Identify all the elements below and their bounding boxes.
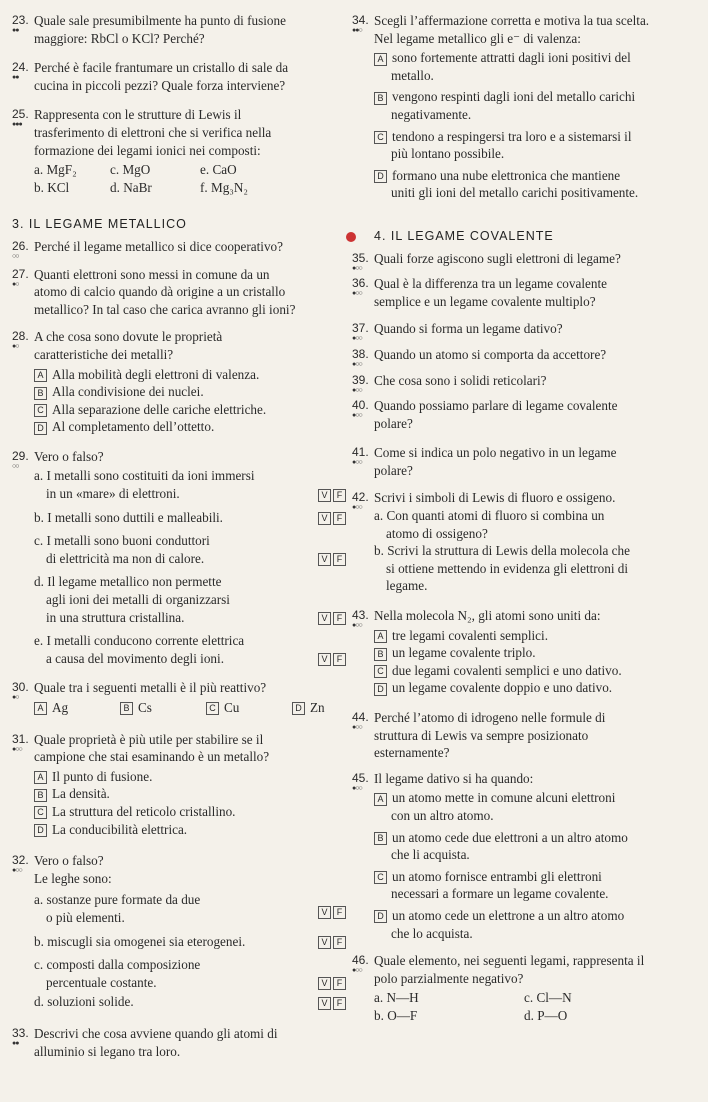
difficulty-dots: ●●	[12, 1038, 19, 1047]
true-false-item: c. composti dalla composizione percentuale costante. V F	[12, 956, 348, 991]
question-24: 24. ●● Perché è facile frantumare un cristallo di sale da cucina in piccoli pezzi? Quale forza interviene?	[12, 60, 289, 93]
section-heading-covalent: 4. IL LEGAME COVALENTE	[374, 228, 554, 243]
question-32: 32. ●○○ Vero o falso? Le leghe sono:	[12, 853, 112, 886]
question-44: 44. ●○○ Perché l’atomo di idrogeno nelle formule di struttura di Lewis va sempre posizionato esternamente?	[352, 710, 606, 761]
question-41: 41. ●○○ Come si indica un polo negativo in un legame polare?	[352, 445, 617, 478]
option-c[interactable]: C un atomo fornisce entrambi gli elettroni necessari a formare un legame covalente.	[352, 868, 700, 903]
true-box[interactable]: V	[318, 997, 331, 1010]
option-checkbox[interactable]: B	[34, 387, 47, 400]
difficulty-dots: ●○○	[352, 621, 362, 630]
question-23: 23. ●● Quale sale presumibilmente ha punto di fusione maggiore: RbCl o KCl? Perché?	[12, 13, 286, 46]
difficulty-dots: ●○○	[352, 458, 362, 467]
true-false-item: a. I metalli sono costituiti da ioni immersi in un «mare» di elettroni. V F	[12, 467, 348, 502]
true-false-item: c. I metalli sono buoni conduttori di elettricità ma non di calore. V F	[12, 532, 348, 567]
question-25: 25. ●●● Rappresenta con le strutture di Lewis il trasferimento di elettroni che si verifica nella formazione dei legami ionici nei composti:	[12, 107, 272, 158]
section-heading-metallic: 3. IL LEGAME METALLICO	[12, 217, 187, 232]
option-checkbox[interactable]: D	[34, 422, 47, 435]
option-a[interactable]: A tre legami covalenti semplici.	[352, 627, 700, 645]
option-d[interactable]: D La conducibilità elettrica.	[12, 821, 348, 839]
difficulty-dots: ●○○	[352, 411, 362, 420]
false-box[interactable]: F	[333, 489, 346, 502]
bond-list: a. N—H c. Cl—N b. O—F d. P—O	[374, 990, 572, 1023]
question-42: 42. ●○○ Scrivi i simboli di Lewis di fluoro e ossigeno. a. Con quanti atomi di fluoro si combina un atomo di ossigeno? b. Scrivi la struttura di Lewis della molecola che si ottiene mettendo in evidenza gli elettroni di legame.	[352, 490, 630, 594]
difficulty-dots: ○○	[12, 251, 19, 260]
true-false-item: e. I metalli conducono corrente elettrica a causa del movimento degli ioni. V F	[12, 632, 348, 667]
question-38: 38. ●○○ Quando un atomo si comporta da accettore?	[352, 346, 607, 368]
difficulty-dots: ●●	[12, 26, 19, 34]
difficulty-dots: ●○○	[12, 744, 22, 753]
difficulty-dots: ●○○	[352, 359, 362, 368]
true-false-boxes[interactable]	[318, 550, 348, 568]
true-false-boxes[interactable]	[318, 974, 348, 992]
question-45: 45. ●○○ Il legame dativo si ha quando:	[352, 770, 534, 792]
difficulty-dots: ●○	[12, 693, 19, 702]
left-column	[12, 0, 348, 1062]
difficulty-dots: ●○○	[352, 289, 362, 298]
option-checkbox[interactable]: C	[34, 404, 47, 417]
option-b[interactable]: B Cs	[120, 699, 206, 717]
difficulty-dots: ●●	[12, 73, 19, 82]
question-29: 29. ○○ Vero o falso?	[12, 448, 104, 470]
option-c[interactable]: C Alla separazione delle cariche elettriche.	[12, 401, 348, 419]
question-46: 46. ●○○ Quale elemento, nei seguenti legami, rappresenta il polo parzialmente negativo?	[352, 953, 645, 986]
difficulty-dots: ●○○	[352, 334, 362, 343]
option-d[interactable]: D Zn	[292, 699, 362, 717]
true-box[interactable]: V	[318, 906, 331, 919]
compound-list: a. MgF₂ c. MgO e. CaO b. KCl d. NaBr f. Mg₃N₂	[34, 162, 249, 195]
section-marker-icon	[346, 232, 356, 242]
option-a[interactable]: A Il punto di fusione.	[12, 768, 348, 786]
option-b[interactable]: B Alla condivisione dei nuclei.	[12, 383, 348, 401]
option-d[interactable]: D Al completamento dell’ottetto.	[12, 418, 348, 436]
difficulty-dots: ●○○	[352, 783, 362, 792]
option-d[interactable]: D un legame covalente doppio e uno dativo.	[352, 679, 700, 697]
true-false-item: a. sostanze pure formate da due o più elementi. V F	[12, 891, 348, 926]
option-row	[12, 699, 348, 717]
option-c[interactable]: C Cu	[206, 699, 292, 717]
true-false-item: d. Il legame metallico non permette agli ioni dei metalli di organizzarsi in una struttura cristallina. V F	[12, 573, 348, 626]
false-box[interactable]: F	[333, 997, 346, 1010]
question-number: 23.	[12, 13, 29, 27]
option-b[interactable]: B un atomo cede due elettroni a un altro atomo che li acquista.	[352, 829, 700, 864]
true-box[interactable]: V	[318, 936, 331, 949]
true-false-boxes[interactable]	[318, 993, 348, 1011]
false-box[interactable]: F	[333, 653, 346, 666]
true-false-boxes[interactable]	[318, 609, 348, 627]
option-checkbox[interactable]: A	[34, 369, 47, 382]
option-a[interactable]: A Alla mobilità degli elettroni di valenza.	[12, 366, 348, 384]
option-a[interactable]: A un atomo mette in comune alcuni elettroni con un altro atomo.	[352, 789, 700, 824]
difficulty-dots: ○○	[12, 461, 19, 470]
question-27: 27. ●○ Quanti elettroni sono messi in comune da un atomo di calcio quando dà origine a un cristallo metallico? In tal caso che carica avranno gli ioni?	[12, 266, 296, 317]
difficulty-dots: ●○○	[12, 866, 22, 875]
option-b[interactable]: B La densità.	[12, 785, 348, 803]
question-33: 33. ●● Descrivi che cosa avviene quando gli atomi di alluminio si legano tra loro.	[12, 1025, 278, 1059]
false-box[interactable]: F	[333, 977, 346, 990]
difficulty-dots: ●●●	[12, 120, 22, 129]
true-box[interactable]: V	[318, 977, 331, 990]
true-false-item: d. soluzioni solide. V F	[12, 993, 348, 1011]
question-35: 35. ●○○ Quali forze agiscono sugli elettroni di legame?	[352, 250, 621, 272]
true-box[interactable]: V	[318, 612, 331, 625]
question-37: 37. ●○○ Quando si forma un legame dativo?	[352, 321, 563, 343]
true-false-item: b. I metalli sono duttili e malleabili. V F	[12, 509, 348, 527]
true-false-boxes[interactable]	[318, 903, 348, 921]
true-box[interactable]: V	[318, 512, 331, 525]
true-false-boxes[interactable]	[318, 650, 348, 668]
false-box[interactable]: F	[333, 553, 346, 566]
question-36: 36. ●○○ Qual è la differenza tra un legame covalente semplice e un legame covalente multiplo?	[352, 276, 607, 309]
true-false-boxes[interactable]	[318, 485, 348, 503]
option-d[interactable]: D formano una nube elettronica che mantiene uniti gli ioni del metallo carichi positivamente.	[352, 167, 700, 202]
true-false-boxes[interactable]	[318, 509, 348, 527]
difficulty-dots: ●○○	[352, 966, 362, 975]
false-box[interactable]: F	[333, 512, 346, 525]
question-40: 40. ●○○ Quando possiamo parlare di legame covalente polare?	[352, 398, 618, 431]
option-c[interactable]: C due legami covalenti semplici e uno dativo.	[352, 662, 700, 680]
difficulty-dots: ●○	[12, 342, 19, 351]
true-false-item: b. miscugli sia omogenei sia eterogenei. V F	[12, 933, 348, 951]
option-b[interactable]: B vengono respinti dagli ioni del metallo carichi negativamente.	[352, 88, 700, 123]
option-c[interactable]: C tendono a respingersi tra loro e a sistemarsi il più lontano possibile.	[352, 128, 700, 163]
option-a[interactable]: A Ag	[34, 699, 120, 717]
question-26: 26. ○○ Perché il legame metallico si dice cooperativo?	[12, 238, 283, 260]
question-31: 31. ●○○ Quale proprietà è più utile per stabilire se il campione che stai esaminando è un metallo?	[12, 731, 270, 765]
difficulty-dots: ●○○	[352, 503, 362, 512]
true-box[interactable]: V	[318, 489, 331, 502]
false-box[interactable]: F	[333, 612, 346, 625]
difficulty-dots: ●○○	[352, 385, 362, 394]
option-a[interactable]: A sono fortemente attratti dagli ioni positivi del metallo.	[352, 49, 700, 84]
false-box[interactable]: F	[333, 936, 346, 949]
difficulty-dots: ●○○	[352, 723, 362, 731]
difficulty-dots: ●●○	[352, 26, 362, 34]
question-39: 39. ●○○ Che cosa sono i solidi reticolari?	[352, 372, 547, 394]
difficulty-dots: ●○○	[352, 263, 362, 272]
right-column	[352, 0, 700, 1025]
option-d[interactable]: D un atomo cede un elettrone a un altro atomo che lo acquista.	[352, 907, 700, 942]
option-b[interactable]: B un legame covalente triplo.	[352, 644, 700, 662]
true-false-boxes[interactable]	[318, 933, 348, 951]
question-34: 34. ●●○ Scegli l’affermazione corretta e motiva la tua scelta. Nel legame metallico gli e⁻ di valenza:	[352, 13, 650, 46]
question-43: 43. ●○○ Nella molecola N₂, gli atomi sono uniti da:	[352, 608, 601, 630]
true-box[interactable]: V	[318, 553, 331, 566]
difficulty-dots: ●○	[12, 279, 19, 288]
question-30: 30. ●○ Quale tra i seguenti metalli è il più reattivo?	[12, 680, 267, 702]
option-c[interactable]: C La struttura del reticolo cristallino.	[12, 803, 348, 821]
true-box[interactable]: V	[318, 653, 331, 666]
false-box[interactable]: F	[333, 906, 346, 919]
question-28: 28. ●○ A che cosa sono dovute le proprietà caratteristiche dei metalli?	[12, 329, 223, 362]
